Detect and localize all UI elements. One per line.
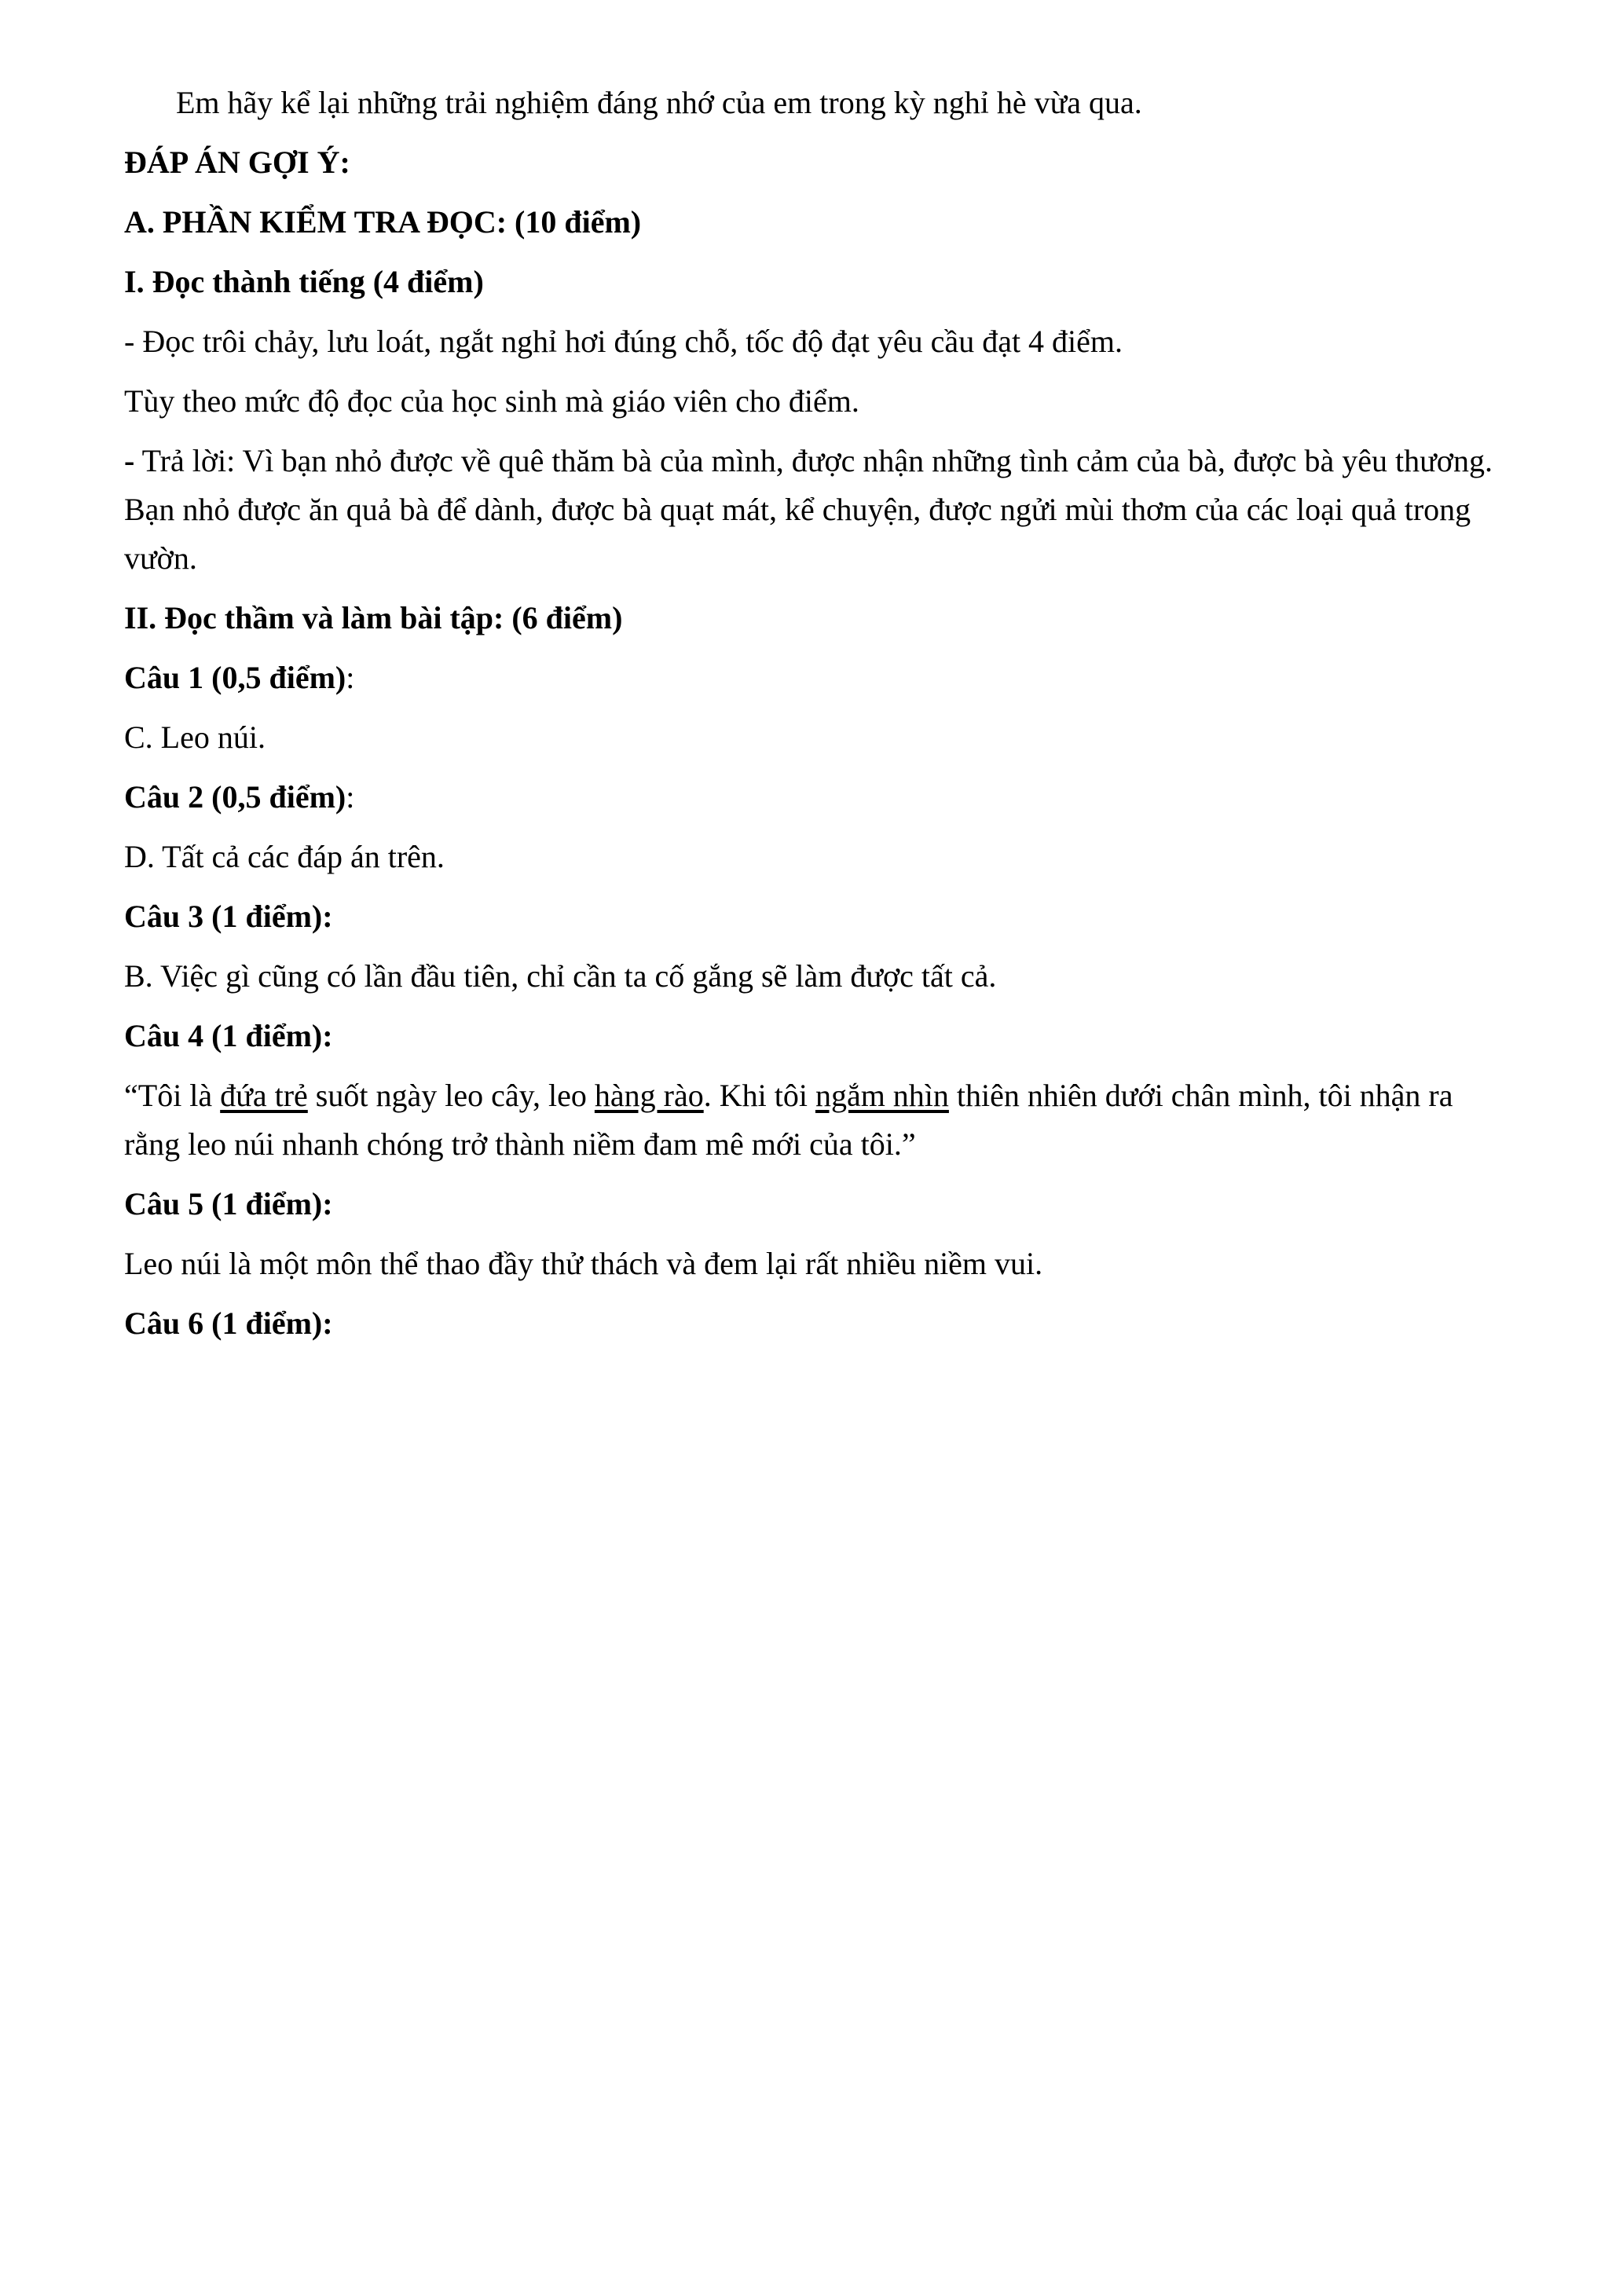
- question-3-heading: [124, 892, 1499, 941]
- text-run: suốt ngày leo cây, leo: [307, 1078, 595, 1113]
- text-run: D. Tất cả các đáp án trên.: [124, 839, 445, 874]
- section-ii-heading: [124, 594, 1499, 643]
- answer-key-title: [124, 138, 1499, 187]
- text-run: . Khi tôi: [703, 1078, 815, 1113]
- text-run: C. Leo núi.: [124, 720, 266, 755]
- question-5-answer: [124, 1240, 1499, 1288]
- text-run: - Đọc trôi chảy, lưu loát, ngắt nghỉ hơi đúng chỗ, tốc độ đạt yêu cầu đạt 4 điểm.: [124, 324, 1123, 359]
- text-run: “Tôi là: [124, 1078, 221, 1113]
- question-1-answer: [124, 713, 1499, 762]
- text-run: Leo núi là một môn thể thao đầy thử thách và đem lại rất nhiều niềm vui.: [124, 1246, 1043, 1281]
- question-3-answer: [124, 952, 1499, 1001]
- underlined-text: ngắm nhìn: [815, 1078, 949, 1113]
- question-2-answer: [124, 833, 1499, 881]
- question-4-answer: [124, 1071, 1499, 1169]
- text-run: B. Việc gì cũng có lần đầu tiên, chỉ cần ta cố gắng sẽ làm được tất cả.: [124, 958, 997, 994]
- text-run: Em hãy kể lại những trải nghiệm đáng nhớ của em trong kỳ nghỉ hè vừa qua.: [176, 85, 1142, 120]
- bold-text: -: [124, 443, 135, 478]
- intro-question: [124, 79, 1499, 127]
- question-2-heading: [124, 773, 1499, 822]
- text-run: :: [346, 660, 355, 695]
- reading-answer-explanation: [124, 437, 1499, 583]
- question-6-heading: [124, 1299, 1499, 1348]
- section-a-heading: [124, 198, 1499, 247]
- underlined-text: hàng rào: [594, 1078, 704, 1113]
- reading-criteria-line-1: [124, 317, 1499, 366]
- question-1-heading: [124, 654, 1499, 702]
- bold-text: Câu 1 (0,5 điểm): [124, 660, 346, 695]
- text-run: thiên nhiên dưới chân mình, tôi nhận ra rằng leo núi nhanh chóng trở thành niềm đam mê mới của tôi.”: [124, 1078, 1453, 1162]
- section-i-heading: [124, 258, 1499, 306]
- bold-text: Câu 3 (1 điểm):: [124, 899, 333, 934]
- bold-text: Câu 2 (0,5 điểm): [124, 779, 346, 815]
- question-4-heading: [124, 1012, 1499, 1060]
- text-run: Tùy theo mức độ đọc của học sinh mà giáo viên cho điểm.: [124, 383, 859, 419]
- text-run: :: [346, 779, 355, 815]
- bold-text: A. PHẦN KIỂM TRA ĐỌC: (10 điểm): [124, 204, 642, 240]
- underlined-text: đứa trẻ: [220, 1078, 308, 1113]
- bold-text: ĐÁP ÁN GỢI Ý:: [124, 145, 350, 180]
- bold-text: Câu 4 (1 điểm):: [124, 1018, 333, 1053]
- question-5-heading: [124, 1180, 1499, 1229]
- document-body: [124, 79, 1499, 1348]
- bold-text: Câu 5 (1 điểm):: [124, 1186, 333, 1221]
- bold-text: Câu 6 (1 điểm):: [124, 1305, 333, 1341]
- bold-text: II. Đọc thầm và làm bài tập: (6 điểm): [124, 600, 623, 635]
- bold-text: I. Đọc thành tiếng (4 điểm): [124, 264, 484, 299]
- text-run: Trả lời: Vì bạn nhỏ được về quê thăm bà của mình, được nhận những tình cảm của bà, được bà yêu thương. Bạn nhỏ được ăn quả bà để dành, được bà quạt mát, kể chuyện, được ngửi mùi thơm của các loại quả trong vườn.: [124, 443, 1493, 576]
- reading-criteria-line-2: [124, 377, 1499, 426]
